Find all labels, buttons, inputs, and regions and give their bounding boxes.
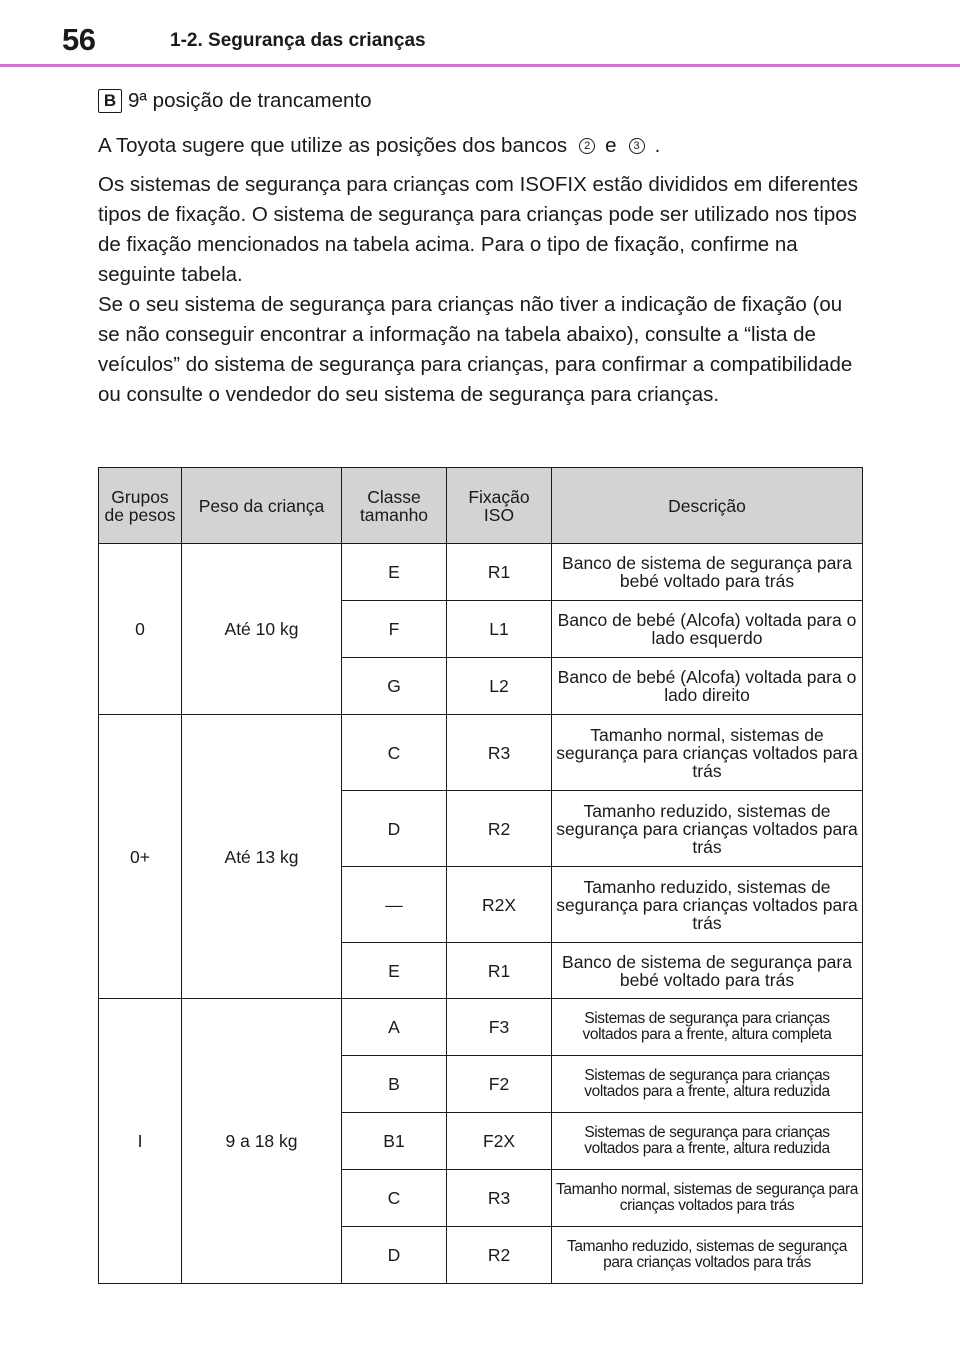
description-cell: Banco de sistema de segurança para bebé voltado para trás	[552, 544, 863, 601]
header-description: Descrição	[552, 468, 863, 544]
child-weight-cell: 9 a 18 kg	[182, 999, 342, 1284]
description-cell: Tamanho normal, sistemas de segurança para crianças voltados para trás	[552, 715, 863, 791]
body-paragraphs	[98, 170, 868, 410]
iso-fixture-cell: F2X	[447, 1113, 552, 1170]
size-class-cell: E	[342, 544, 447, 601]
seat-number-icon: 2	[579, 138, 595, 154]
locking-position-line	[98, 86, 868, 116]
intro-content	[98, 86, 868, 410]
description-cell: Sistemas de segurança para crianças voltados para a frente, altura completa	[552, 999, 863, 1056]
table-header-row	[99, 468, 863, 544]
section-title: 1-2. Segurança das crianças	[170, 30, 426, 51]
size-class-cell: C	[342, 715, 447, 791]
description-cell: Banco de bebé (Alcofa) voltada para o lado direito	[552, 658, 863, 715]
size-class-cell: B1	[342, 1113, 447, 1170]
header-divider	[0, 64, 960, 67]
suggestion-joiner: e	[605, 134, 617, 157]
size-class-cell: E	[342, 943, 447, 999]
iso-fixture-cell: R3	[447, 1170, 552, 1227]
seat-number-icon: 3	[629, 138, 645, 154]
iso-fixture-cell: R1	[447, 544, 552, 601]
child-weight-cell: Até 10 kg	[182, 544, 342, 715]
position-badge: B	[98, 89, 122, 113]
iso-fixture-cell: R3	[447, 715, 552, 791]
weight-group-cell: I	[99, 999, 182, 1284]
size-class-cell: C	[342, 1170, 447, 1227]
table-row	[99, 715, 863, 791]
size-class-cell: B	[342, 1056, 447, 1113]
header-weight-group: Grupos de pesos	[99, 468, 182, 544]
suggestion-text: A Toyota sugere que utilize as posições dos bancos	[98, 134, 568, 157]
size-class-cell: F	[342, 601, 447, 658]
page-header	[0, 0, 960, 66]
size-class-cell: A	[342, 999, 447, 1056]
position-text: 9ª posição de trancamento	[128, 89, 372, 112]
size-class-cell: D	[342, 1227, 447, 1284]
iso-fixture-cell: R2	[447, 1227, 552, 1284]
header-child-weight: Peso da criança	[182, 468, 342, 544]
paragraph-compatibility: Se o seu sistema de segurança para crianças não tiver a indicação de fixação (ou se não conseguir encontrar a informação na tabela abaixo), consulte a “lista de veículos” do sistema de segurança para crianças, para confirmar a compatibilidade ou consulte o vendedor do seu sistema de segurança para crianças.	[98, 293, 853, 406]
iso-fixture-cell: R2X	[447, 867, 552, 943]
isofix-table	[98, 467, 863, 1284]
iso-fixture-cell: L2	[447, 658, 552, 715]
weight-group-cell: 0+	[99, 715, 182, 999]
description-cell: Sistemas de segurança para crianças voltados para a frente, altura reduzida	[552, 1056, 863, 1113]
size-class-cell: D	[342, 791, 447, 867]
iso-fixture-cell: F3	[447, 999, 552, 1056]
description-cell: Tamanho normal, sistemas de segurança para crianças voltados para trás	[552, 1170, 863, 1227]
weight-group-cell: 0	[99, 544, 182, 715]
table-row	[99, 999, 863, 1056]
iso-fixture-cell: R1	[447, 943, 552, 999]
description-cell: Tamanho reduzido, sistemas de segurança para crianças voltados para trás	[552, 867, 863, 943]
paragraph-fixation: Os sistemas de segurança para crianças com ISOFIX estão divididos em diferentes tipos de fixação. O sistema de segurança para crianças pode ser utilizado nos tipos de fixação mencionados na tabela acima. Para o tipo de fixação, confirme na seguinte tabela.	[98, 173, 858, 286]
page-number: 56	[62, 22, 96, 57]
header-iso-fixture: Fixação ISO	[447, 468, 552, 544]
description-cell: Sistemas de segurança para crianças voltados para a frente, altura reduzida	[552, 1113, 863, 1170]
description-cell: Tamanho reduzido, sistemas de segurança para crianças voltados para trás	[552, 791, 863, 867]
description-cell: Banco de bebé (Alcofa) voltada para o lado esquerdo	[552, 601, 863, 658]
iso-fixture-cell: R2	[447, 791, 552, 867]
seat-suggestion	[98, 131, 868, 161]
table-row	[99, 544, 863, 601]
header-size-class: Classe tamanho	[342, 468, 447, 544]
size-class-cell: —	[342, 867, 447, 943]
iso-fixture-cell: F2	[447, 1056, 552, 1113]
description-cell: Tamanho reduzido, sistemas de segurança para crianças voltados para trás	[552, 1227, 863, 1284]
suggestion-end: .	[654, 134, 661, 157]
iso-fixture-cell: L1	[447, 601, 552, 658]
size-class-cell: G	[342, 658, 447, 715]
child-weight-cell: Até 13 kg	[182, 715, 342, 999]
description-cell: Banco de sistema de segurança para bebé voltado para trás	[552, 943, 863, 999]
